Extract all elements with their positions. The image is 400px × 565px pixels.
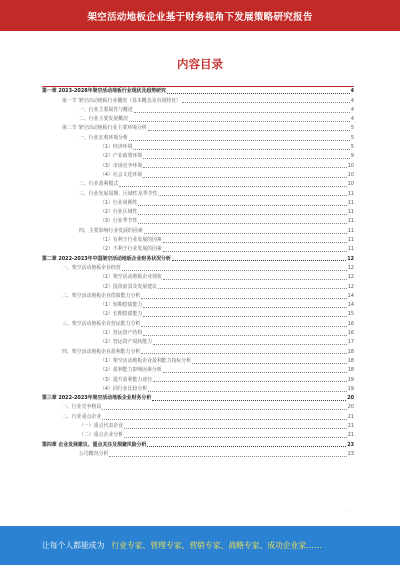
toc-entry-title: （2）盈利能力影响因素分析 <box>100 367 162 374</box>
toc-entry-page: 11 <box>347 246 354 253</box>
toc-entry-page: 5 <box>350 125 354 132</box>
toc-leader-dots <box>182 102 350 103</box>
toc-entry-page: 20 <box>347 404 354 411</box>
toc-entry[interactable] <box>42 133 354 142</box>
toc-leader-dots <box>143 316 347 317</box>
toc-entry-title: （2）产业政策环境 <box>100 153 143 160</box>
toc-entry-title: 一、行业主要属性与概述 <box>79 106 133 113</box>
toc-entry[interactable] <box>42 254 354 263</box>
toc-leader-dots <box>141 326 347 327</box>
toc-entry[interactable] <box>42 217 354 226</box>
report-title: 架空活动地板企业基于财务视角下发展策略研究报告 <box>87 11 313 23</box>
toc-entry-title: （1）架空活动地板企业现状 <box>100 274 162 281</box>
toc-entry[interactable] <box>42 199 354 208</box>
toc-entry-page: 10 <box>347 171 354 178</box>
toc-entry-page: 4 <box>350 88 354 95</box>
toc-entry-title: （3）行业季节性 <box>100 218 138 225</box>
toc-leader-dots <box>163 242 347 243</box>
toc-leader-dots <box>102 409 347 410</box>
toc-entry[interactable] <box>42 431 354 440</box>
toc-leader-dots <box>134 112 350 113</box>
toc-entry[interactable] <box>42 375 354 384</box>
toc-entry-title: 第一节 架空活动地板行业概况（基本概念及市场特征） <box>62 97 181 104</box>
toc-entry-title: 第一章 2023-2028年架空活动地板行业现状及趋势研究 <box>42 88 166 95</box>
toc-entry[interactable] <box>42 403 354 412</box>
toc-leader-dots <box>147 446 346 447</box>
toc-entry-title: （1）经济环境 <box>100 144 133 151</box>
toc-entry-title: 三、行业发展周期、区域性及季节性 <box>79 190 158 197</box>
toc-entry-title: 四、主要影响行业发展的因素 <box>79 227 143 234</box>
toc-entry-title: （3）市场竞争环境 <box>100 162 143 169</box>
toc-leader-dots <box>148 130 350 131</box>
toc-leader-dots <box>124 437 347 438</box>
toc-entry-page: 12 <box>347 283 354 290</box>
toc-leader-dots <box>143 167 347 168</box>
toc-leader-dots <box>109 456 346 457</box>
toc-entry-title: 第三章 2022-2023年架空活动地板企业财务分析 <box>42 395 152 402</box>
toc-entry-page: 9 <box>350 153 354 160</box>
toc-entry-title: （一）重点代表企业 <box>79 422 124 429</box>
toc-entry-title: （1）行业周期性 <box>100 199 138 206</box>
toc-entry-page: 18 <box>347 357 354 364</box>
toc-entry-page: 21 <box>347 413 354 420</box>
toc-entry-page: 4 <box>350 106 354 113</box>
toc-entry-title: （2）投资前景及发展建议 <box>100 283 157 290</box>
toc-entry-title: 公司概况分析 <box>79 450 109 457</box>
toc-leader-dots <box>102 419 347 420</box>
toc-entry-page: 21 <box>347 422 354 429</box>
toc-leader-dots <box>143 335 347 336</box>
toc-entry-page: 19 <box>347 376 354 383</box>
toc-leader-dots <box>138 205 346 206</box>
toc-entry-page: 5 <box>350 134 354 141</box>
footer-roles: 行业专家、管理专家、营销专家、战略专家、成功企业家…… <box>111 541 322 550</box>
toc-entry-page: 15 <box>347 311 354 318</box>
toc-entry[interactable] <box>42 319 354 328</box>
toc-entry[interactable] <box>42 180 354 189</box>
toc-entry-title: （2）营运资产周转能力 <box>100 339 153 346</box>
toc-entry-title: 二、行业盈利模式 <box>79 181 119 188</box>
toc-entry-page: 14 <box>347 302 354 309</box>
toc-leader-dots <box>158 288 347 289</box>
toc-entry[interactable] <box>42 357 354 366</box>
toc-entry-title: 二、行业重点企业 <box>62 413 102 420</box>
toc-entry-title: （1）短期偿债能力 <box>100 302 143 309</box>
toc-entry-page: 23 <box>347 450 354 457</box>
toc-entry[interactable] <box>42 394 354 403</box>
page-marker: · <box>346 509 348 515</box>
toc-leader-dots <box>143 177 347 178</box>
toc-heading: 内容目录 <box>177 57 223 71</box>
toc-entry-title: （4）社会文化环境 <box>100 171 143 178</box>
toc-leader-dots <box>167 93 350 94</box>
toc-entry[interactable] <box>42 440 354 449</box>
header-banner <box>0 0 400 31</box>
toc-leader-dots <box>153 381 347 382</box>
toc-entry[interactable] <box>42 422 354 431</box>
toc-entry[interactable] <box>42 106 354 115</box>
toc-entry[interactable] <box>42 282 354 291</box>
table-of-contents <box>42 87 354 459</box>
toc-entry[interactable] <box>42 385 354 394</box>
toc-entry[interactable] <box>42 96 354 105</box>
toc-entry-page: 4 <box>350 97 354 104</box>
toc-leader-dots <box>158 195 347 196</box>
toc-entry-page: 20 <box>347 395 354 402</box>
toc-entry[interactable] <box>42 161 354 170</box>
toc-entry[interactable] <box>42 115 354 124</box>
toc-entry-page: 10 <box>347 181 354 188</box>
toc-entry[interactable] <box>42 264 354 273</box>
toc-entry-page: 11 <box>347 237 354 244</box>
toc-entry-title: （1）营运资产结构 <box>100 330 143 337</box>
toc-entry-page: 11 <box>347 209 354 216</box>
toc-entry[interactable] <box>42 171 354 180</box>
toc-entry[interactable] <box>42 226 354 235</box>
toc-entry[interactable] <box>42 143 354 152</box>
toc-entry[interactable] <box>42 152 354 161</box>
toc-entry[interactable] <box>42 412 354 421</box>
toc-entry-title: （二）重点企业分析 <box>79 432 124 439</box>
toc-entry-title: 一、行业宏观环境分析 <box>79 134 128 141</box>
toc-leader-dots <box>163 279 347 280</box>
toc-entry-title: 二、行业主要发展概况 <box>79 116 128 123</box>
toc-entry-page: 10 <box>347 162 354 169</box>
footer-lead: 让每个人都能成为 <box>42 541 105 550</box>
toc-entry-title: 一、行业竞争格局 <box>62 404 102 411</box>
toc-entry[interactable] <box>42 273 354 282</box>
toc-entry-title: （4）同行业比较分析 <box>100 385 148 392</box>
toc-leader-dots <box>141 353 347 354</box>
toc-entry-page: 18 <box>347 367 354 374</box>
toc-entry-title: （2）不利于行业发展的因素 <box>100 246 162 253</box>
toc-entry-page: 17 <box>347 339 354 346</box>
toc-entry[interactable] <box>42 292 354 301</box>
toc-leader-dots <box>163 372 347 373</box>
toc-entry-page: 19 <box>347 385 354 392</box>
toc-leader-dots <box>143 158 350 159</box>
toc-entry-page: 16 <box>347 320 354 327</box>
toc-entry[interactable] <box>42 208 354 217</box>
toc-leader-dots <box>133 149 349 150</box>
toc-leader-dots <box>138 214 346 215</box>
toc-entry-page: 11 <box>347 218 354 225</box>
toc-entry-title: 二、架空活动地板企业偿债能力分析 <box>62 292 141 299</box>
toc-entry-page: 4 <box>350 116 354 123</box>
toc-entry-page: 11 <box>347 227 354 234</box>
toc-entry[interactable] <box>42 366 354 375</box>
toc-entry[interactable] <box>42 236 354 245</box>
toc-entry-page: 16 <box>347 330 354 337</box>
toc-leader-dots <box>144 233 347 234</box>
toc-leader-dots <box>163 251 347 252</box>
toc-entry-title: 一、架空活动地板企业经营 <box>62 264 121 271</box>
toc-entry-title: 第二章 2022-2023年中国架空活动地板企业财务状况分析 <box>42 255 171 262</box>
toc-entry-title: 四、架空活动地板企业盈利能力分析 <box>62 348 141 355</box>
toc-entry-page: 14 <box>347 292 354 299</box>
toc-entry-page: 12 <box>347 255 354 262</box>
toc-entry[interactable] <box>42 347 354 356</box>
toc-leader-dots <box>141 298 347 299</box>
toc-leader-dots <box>124 428 347 429</box>
toc-leader-dots <box>129 140 350 141</box>
toc-entry[interactable] <box>42 450 354 459</box>
toc-leader-dots <box>138 223 346 224</box>
toc-entry[interactable] <box>42 245 354 254</box>
toc-leader-dots <box>152 400 346 401</box>
toc-leader-dots <box>192 363 347 364</box>
toc-leader-dots <box>172 260 346 261</box>
toc-entry-title: （2）行业区域性 <box>100 209 138 216</box>
toc-entry-page: 11 <box>347 199 354 206</box>
toc-entry-title: 第四章 企业发展建议、重点关注及规避风险分析 <box>42 441 147 448</box>
toc-entry[interactable] <box>42 338 354 347</box>
toc-entry-page: 12 <box>347 264 354 271</box>
toc-leader-dots <box>153 344 347 345</box>
toc-leader-dots <box>143 307 347 308</box>
toc-entry[interactable] <box>42 87 354 96</box>
toc-entry-page: 12 <box>347 274 354 281</box>
toc-entry[interactable] <box>42 310 354 319</box>
toc-leader-dots <box>148 391 347 392</box>
toc-entry[interactable] <box>42 189 354 198</box>
toc-leader-dots <box>119 186 347 187</box>
toc-entry-title: 三、架空活动地板企业营运能力分析 <box>62 320 141 327</box>
toc-entry-page: 23 <box>347 441 354 448</box>
footer-banner <box>0 526 400 565</box>
toc-leader-dots <box>129 121 350 122</box>
toc-entry[interactable] <box>42 301 354 310</box>
toc-entry[interactable] <box>42 124 354 133</box>
toc-entry-page: 21 <box>347 432 354 439</box>
toc-entry-page: 5 <box>350 144 354 151</box>
toc-leader-dots <box>122 270 347 271</box>
toc-entry-title: （1）有利于行业发展的因素 <box>100 237 162 244</box>
toc-entry-page: 11 <box>347 190 354 197</box>
toc-entry[interactable] <box>42 329 354 338</box>
toc-entry-page: 18 <box>347 348 354 355</box>
toc-entry-title: （1）架空活动地板企业盈利能力指标分析 <box>100 357 192 364</box>
toc-entry-title: （2）长期偿债能力 <box>100 311 143 318</box>
toc-entry-title: （3）提升盈利能力途径 <box>100 376 153 383</box>
toc-entry-title: 第二节 架空活动地板行业主要环境分析 <box>62 125 147 132</box>
